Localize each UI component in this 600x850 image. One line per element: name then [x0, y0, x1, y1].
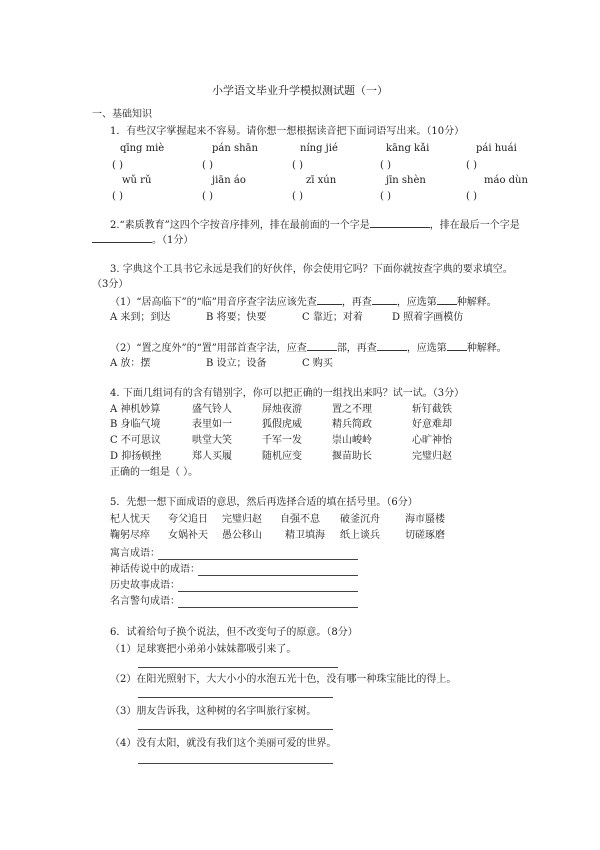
q6-prompt: 6．试着给句子换个说法，但不改变句子的原意。（8分）: [110, 627, 358, 638]
word-cell: 心旷神怡: [412, 435, 452, 446]
option: A 放：摆: [110, 358, 151, 369]
word-cell: 表里如一: [192, 419, 232, 430]
answer-line[interactable]: [158, 559, 358, 560]
q3-sub1-text-c: ，应选第: [396, 297, 437, 308]
answer-line[interactable]: [138, 697, 333, 698]
q3-sub2-blank-2[interactable]: [377, 341, 407, 351]
idiom-cell: 杞人忧天: [110, 514, 150, 525]
word-cell: 哄堂大笑: [192, 435, 232, 446]
q3-sub2-text-c: ，应选第: [406, 343, 447, 354]
q3-prompt: 3. 字典这个工具书它永远是我们的好伙伴，你会使用它吗？下面你就按查字典的要求填空。: [110, 264, 513, 275]
pinyin-item: pán shān: [212, 143, 258, 154]
word-cell: 盛气铃人: [192, 404, 232, 415]
idiom-cell: 鞠躬尽瘁: [110, 530, 150, 541]
q2-blank-first[interactable]: [370, 218, 430, 228]
word-cell: 千军一发: [262, 435, 302, 446]
idiom-cell: 精卫填海: [285, 530, 325, 541]
q6-item: （2）在阳光照射下，大大小小的水泡五光十色，没有哪一种珠宝能比的得上。: [110, 674, 457, 685]
answer-line[interactable]: [178, 591, 358, 592]
answer-paren[interactable]: ( ): [202, 160, 213, 171]
pinyin-item: níng jié: [300, 143, 338, 154]
word-cell: B 身临气境: [110, 419, 161, 430]
word-cell: C 不可思议: [110, 435, 161, 446]
word-cell: 完璧归赵: [412, 451, 452, 462]
option: B 将要；快要: [206, 312, 267, 323]
q6-item: （3）朋友告诉我，这种树的名字叫旅行家树。: [110, 706, 317, 717]
idiom-cell: 完璧归赵: [222, 514, 262, 525]
answer-line[interactable]: [178, 607, 358, 608]
section-heading: 一、基础知识: [92, 109, 152, 120]
answer-line[interactable]: [138, 763, 333, 764]
q3-points: （3分）: [92, 279, 129, 290]
word-cell: 揠苗助长: [332, 451, 372, 462]
answer-paren[interactable]: ( ): [202, 191, 213, 202]
category-label: 神话传说中的成语：: [110, 564, 200, 575]
answer-line[interactable]: [138, 667, 338, 668]
q3-sub1-blank-2[interactable]: [372, 295, 397, 305]
q3-sub2-text-b: 部，再查: [336, 343, 377, 354]
answer-paren[interactable]: ( ): [466, 191, 477, 202]
option: A 来到；到达: [110, 312, 171, 323]
pinyin-item: jīn shèn: [386, 175, 426, 186]
q2-blank-last[interactable]: [92, 233, 152, 243]
idiom-cell: 女娲补天: [168, 530, 208, 541]
q1-prompt: 1．有些汉字掌握起来不容易。请你想一想根据读音把下面词语写出来。（10分）: [110, 126, 465, 137]
word-cell: A 神机妙算: [110, 404, 161, 415]
q6-item: （1）足球赛把小弟弟小妹妹都吸引来了。: [110, 644, 297, 655]
pinyin-item: zī xún: [306, 175, 337, 186]
q3-sub1-blank-1[interactable]: [317, 295, 342, 305]
q4-answer[interactable]: 正确的一组是（ ）。: [110, 467, 199, 478]
answer-paren[interactable]: ( ): [292, 160, 303, 171]
pinyin-item: pái huái: [476, 143, 517, 154]
idiom-cell: 愚公移山: [222, 530, 262, 541]
option: D 照着字画模仿: [392, 312, 464, 323]
answer-paren[interactable]: ( ): [112, 191, 123, 202]
category-label: 历史故事成语：: [110, 580, 180, 591]
option: C 购买: [302, 358, 333, 369]
pinyin-item: qīng miè: [120, 143, 165, 154]
answer-paren[interactable]: ( ): [466, 160, 477, 171]
word-cell: 好意难却: [412, 419, 452, 430]
q3-sub2: [110, 341, 507, 356]
q3-sub2-blank-1[interactable]: [307, 341, 337, 351]
q3-sub1-text-b: ，再查: [341, 297, 372, 308]
answer-paren[interactable]: ( ): [292, 191, 303, 202]
q2-text-b: ，排在最后一个字是: [429, 220, 520, 231]
word-cell: 郑人买履: [192, 451, 232, 462]
option: C 靠近；对着: [302, 312, 363, 323]
category-label: 寓言成语：: [110, 548, 160, 559]
word-cell: 狐假虎威: [262, 419, 302, 430]
answer-paren[interactable]: ( ): [380, 191, 391, 202]
q3-sub2-blank-3[interactable]: [447, 341, 467, 351]
q3-sub1-text-d: 种解释。: [456, 297, 497, 308]
q2-line-1: [110, 218, 520, 233]
category-label: 名言警句成语：: [110, 596, 180, 607]
q4-prompt: 4. 下面几组词有的含有错别字，你可以把正确的一组找出来吗？试一试。（3分）: [110, 388, 465, 399]
idiom-cell: 自强不息: [280, 514, 320, 525]
idiom-cell: 切磋琢磨: [405, 530, 445, 541]
word-cell: 精兵简政: [332, 419, 372, 430]
pinyin-item: máo dùn: [484, 175, 528, 186]
q3-sub1: [110, 295, 497, 310]
idiom-cell: 纸上谈兵: [340, 530, 380, 541]
word-cell: D 抑扬顿挫: [110, 451, 162, 462]
q2-line-2: [92, 233, 193, 248]
q3-sub1-text-a: （1）“居高临下”的“临”用音序查字法应该先查: [110, 297, 317, 308]
answer-line[interactable]: [138, 729, 333, 730]
q3-sub2-text-d: 种解释。: [466, 343, 507, 354]
pinyin-item: kāng kǎi: [386, 143, 430, 154]
word-cell: 崇山峻岭: [332, 435, 372, 446]
answer-line[interactable]: [198, 575, 358, 576]
page-title: 小学语文毕业升学模拟测试题（一）: [212, 84, 388, 97]
answer-paren[interactable]: ( ): [112, 160, 123, 171]
word-cell: 置之不理: [332, 404, 372, 415]
q5-prompt: 5．先想一想下面成语的意思，然后再选择合适的填在括号里。（6分）: [110, 497, 418, 508]
word-cell: 随机应变: [262, 451, 302, 462]
word-cell: 屏烛夜游: [262, 404, 302, 415]
pinyin-item: wǔ rǔ: [122, 175, 152, 186]
option: B 设立；设备: [206, 358, 267, 369]
q3-sub2-text-a: （2）“置之度外”的“置”用部首查字法，应查: [110, 343, 307, 354]
q6-item: （4）没有太阳，就没有我们这个美丽可爱的世界。: [110, 738, 337, 749]
q3-sub1-blank-3[interactable]: [437, 295, 457, 305]
q2-text-c: 。（1分）: [152, 235, 194, 246]
idiom-cell: 破釜沉舟: [340, 514, 380, 525]
idiom-cell: 海市蜃楼: [405, 514, 445, 525]
idiom-cell: 夸父追日: [168, 514, 208, 525]
pinyin-item: jiān áo: [212, 175, 246, 186]
word-cell: 斩钉截铁: [412, 404, 452, 415]
q2-text-a: 2.“素质教育”这四个字按音序排列，排在最前面的一个字是: [110, 220, 370, 231]
answer-paren[interactable]: ( ): [380, 160, 391, 171]
